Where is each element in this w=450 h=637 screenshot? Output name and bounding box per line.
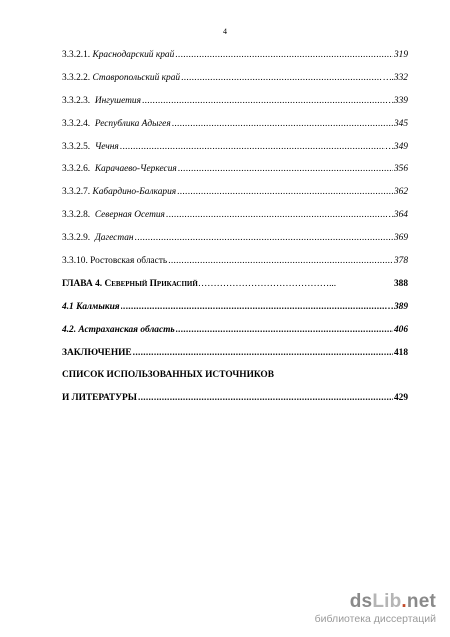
- leader-dots: [135, 233, 393, 243]
- toc-entry-title: Ингушетия: [94, 95, 141, 106]
- chapter-title: Северный Прикаспий: [104, 278, 198, 289]
- leader-dots: [178, 164, 393, 174]
- toc-entry-3-3-2-8[interactable]: [62, 210, 408, 233]
- toc-entry-title: Ростовская область: [90, 256, 168, 267]
- toc-entry-3-3-2-6[interactable]: [62, 164, 408, 187]
- toc-entry-number: 3.3.2.2.: [62, 72, 91, 83]
- toc-entry-title: ЗАКЛЮЧЕНИЕ: [62, 347, 132, 358]
- leader-dots: [120, 142, 385, 152]
- toc-chapter-4[interactable]: [62, 279, 408, 302]
- toc-entry-title: Кабардино-Балкария: [92, 187, 177, 198]
- leader-dots: [175, 50, 393, 60]
- toc-entry-page: 418: [393, 347, 408, 358]
- leader-dots: [142, 96, 385, 106]
- toc-entry-3-3-2-5[interactable]: [62, 142, 408, 165]
- toc-entry-number: 3.3.2.7.: [62, 187, 91, 198]
- toc-entry-number: 3.3.2.6.: [62, 164, 91, 175]
- toc-entry-page: …349: [385, 141, 408, 152]
- dslib-watermark: [315, 592, 436, 625]
- toc-entry-number: 3.3.2.4.: [62, 118, 91, 129]
- toc-entry-3-3-2-9[interactable]: [62, 233, 408, 256]
- toc-entry-title: 4.2. Астраханская область: [62, 324, 175, 335]
- dslib-logo: dsLib.net: [349, 591, 436, 612]
- toc-entry-number: 3.3.2.9.: [62, 233, 91, 244]
- toc-entry-title: Краснодарский край: [92, 50, 175, 60]
- toc-entry-title: Чечня: [94, 141, 119, 152]
- toc-references-line1[interactable]: [62, 370, 408, 393]
- toc-entry-title: Республика Адыгея: [94, 118, 171, 129]
- leader-dots: ……………………………………...: [197, 278, 337, 289]
- toc-entry-page: 388: [393, 278, 408, 289]
- chapter-prefix: ГЛАВА 4.: [62, 278, 103, 289]
- toc-entry-page: 356: [393, 164, 408, 175]
- toc-entry-page: …389: [384, 301, 408, 312]
- leader-dots: [166, 210, 385, 220]
- toc-entry-3-3-2-1[interactable]: [62, 50, 408, 73]
- toc-entry-page: 378: [393, 256, 408, 267]
- toc-entry-4-2[interactable]: [62, 325, 408, 348]
- watermark-subtitle: библиотека диссертаций: [314, 613, 436, 625]
- toc-entry-number: 3.3.2.5.: [62, 141, 91, 152]
- toc-entry-4-1[interactable]: [62, 302, 408, 325]
- toc-entry-number: 3.3.10.: [62, 256, 88, 267]
- toc-entry-page: ….332: [383, 72, 408, 83]
- leader-dots: [168, 256, 393, 266]
- toc-entry-page: 369: [393, 233, 408, 244]
- toc-entry-number: 3.3.2.8.: [62, 210, 91, 221]
- leader-dots: [133, 348, 393, 358]
- table-of-contents: [62, 50, 408, 416]
- toc-entry-page: 429: [393, 393, 408, 404]
- toc-entry-title: Дагестан: [94, 233, 134, 244]
- toc-references-line2[interactable]: [62, 393, 408, 416]
- leader-dots: [177, 187, 393, 197]
- leader-dots: [138, 393, 393, 403]
- toc-entry-3-3-2-2[interactable]: [62, 73, 408, 96]
- toc-entry-title-continued: И ЛИТЕРАТУРЫ: [62, 393, 137, 404]
- toc-entry-3-3-2-3[interactable]: [62, 96, 408, 119]
- leader-dots: [176, 325, 393, 335]
- toc-entry-page: …364: [385, 210, 408, 221]
- toc-entry-title: Северная Осетия: [94, 210, 165, 221]
- toc-entry-page: 362: [393, 187, 408, 198]
- toc-entry-3-3-2-4[interactable]: [62, 119, 408, 142]
- toc-entry-page: 319: [393, 50, 408, 60]
- toc-entry-page: 345: [393, 118, 408, 129]
- toc-entry-3-3-2-7[interactable]: [62, 187, 408, 210]
- toc-entry-title: 4.1 Калмыкия: [62, 301, 120, 312]
- toc-entry-page: 406: [393, 324, 408, 335]
- toc-entry-page: …339: [385, 95, 408, 106]
- toc-entry-title: Карачаево-Черкесия: [94, 164, 177, 175]
- toc-entry-number: 3.3.2.1.: [62, 50, 91, 60]
- leader-dots: [121, 302, 384, 312]
- page-number: 4: [223, 27, 227, 36]
- toc-entry-title: Ставропольский край: [92, 72, 181, 83]
- toc-entry-title: СПИСОК ИСПОЛЬЗОВАННЫХ ИСТОЧНИКОВ: [62, 370, 274, 381]
- toc-entry-3-3-10[interactable]: [62, 256, 408, 279]
- leader-dots: [172, 119, 393, 129]
- toc-conclusion[interactable]: [62, 348, 408, 371]
- leader-dots: [181, 73, 382, 83]
- toc-entry-number: 3.3.2.3.: [62, 95, 91, 106]
